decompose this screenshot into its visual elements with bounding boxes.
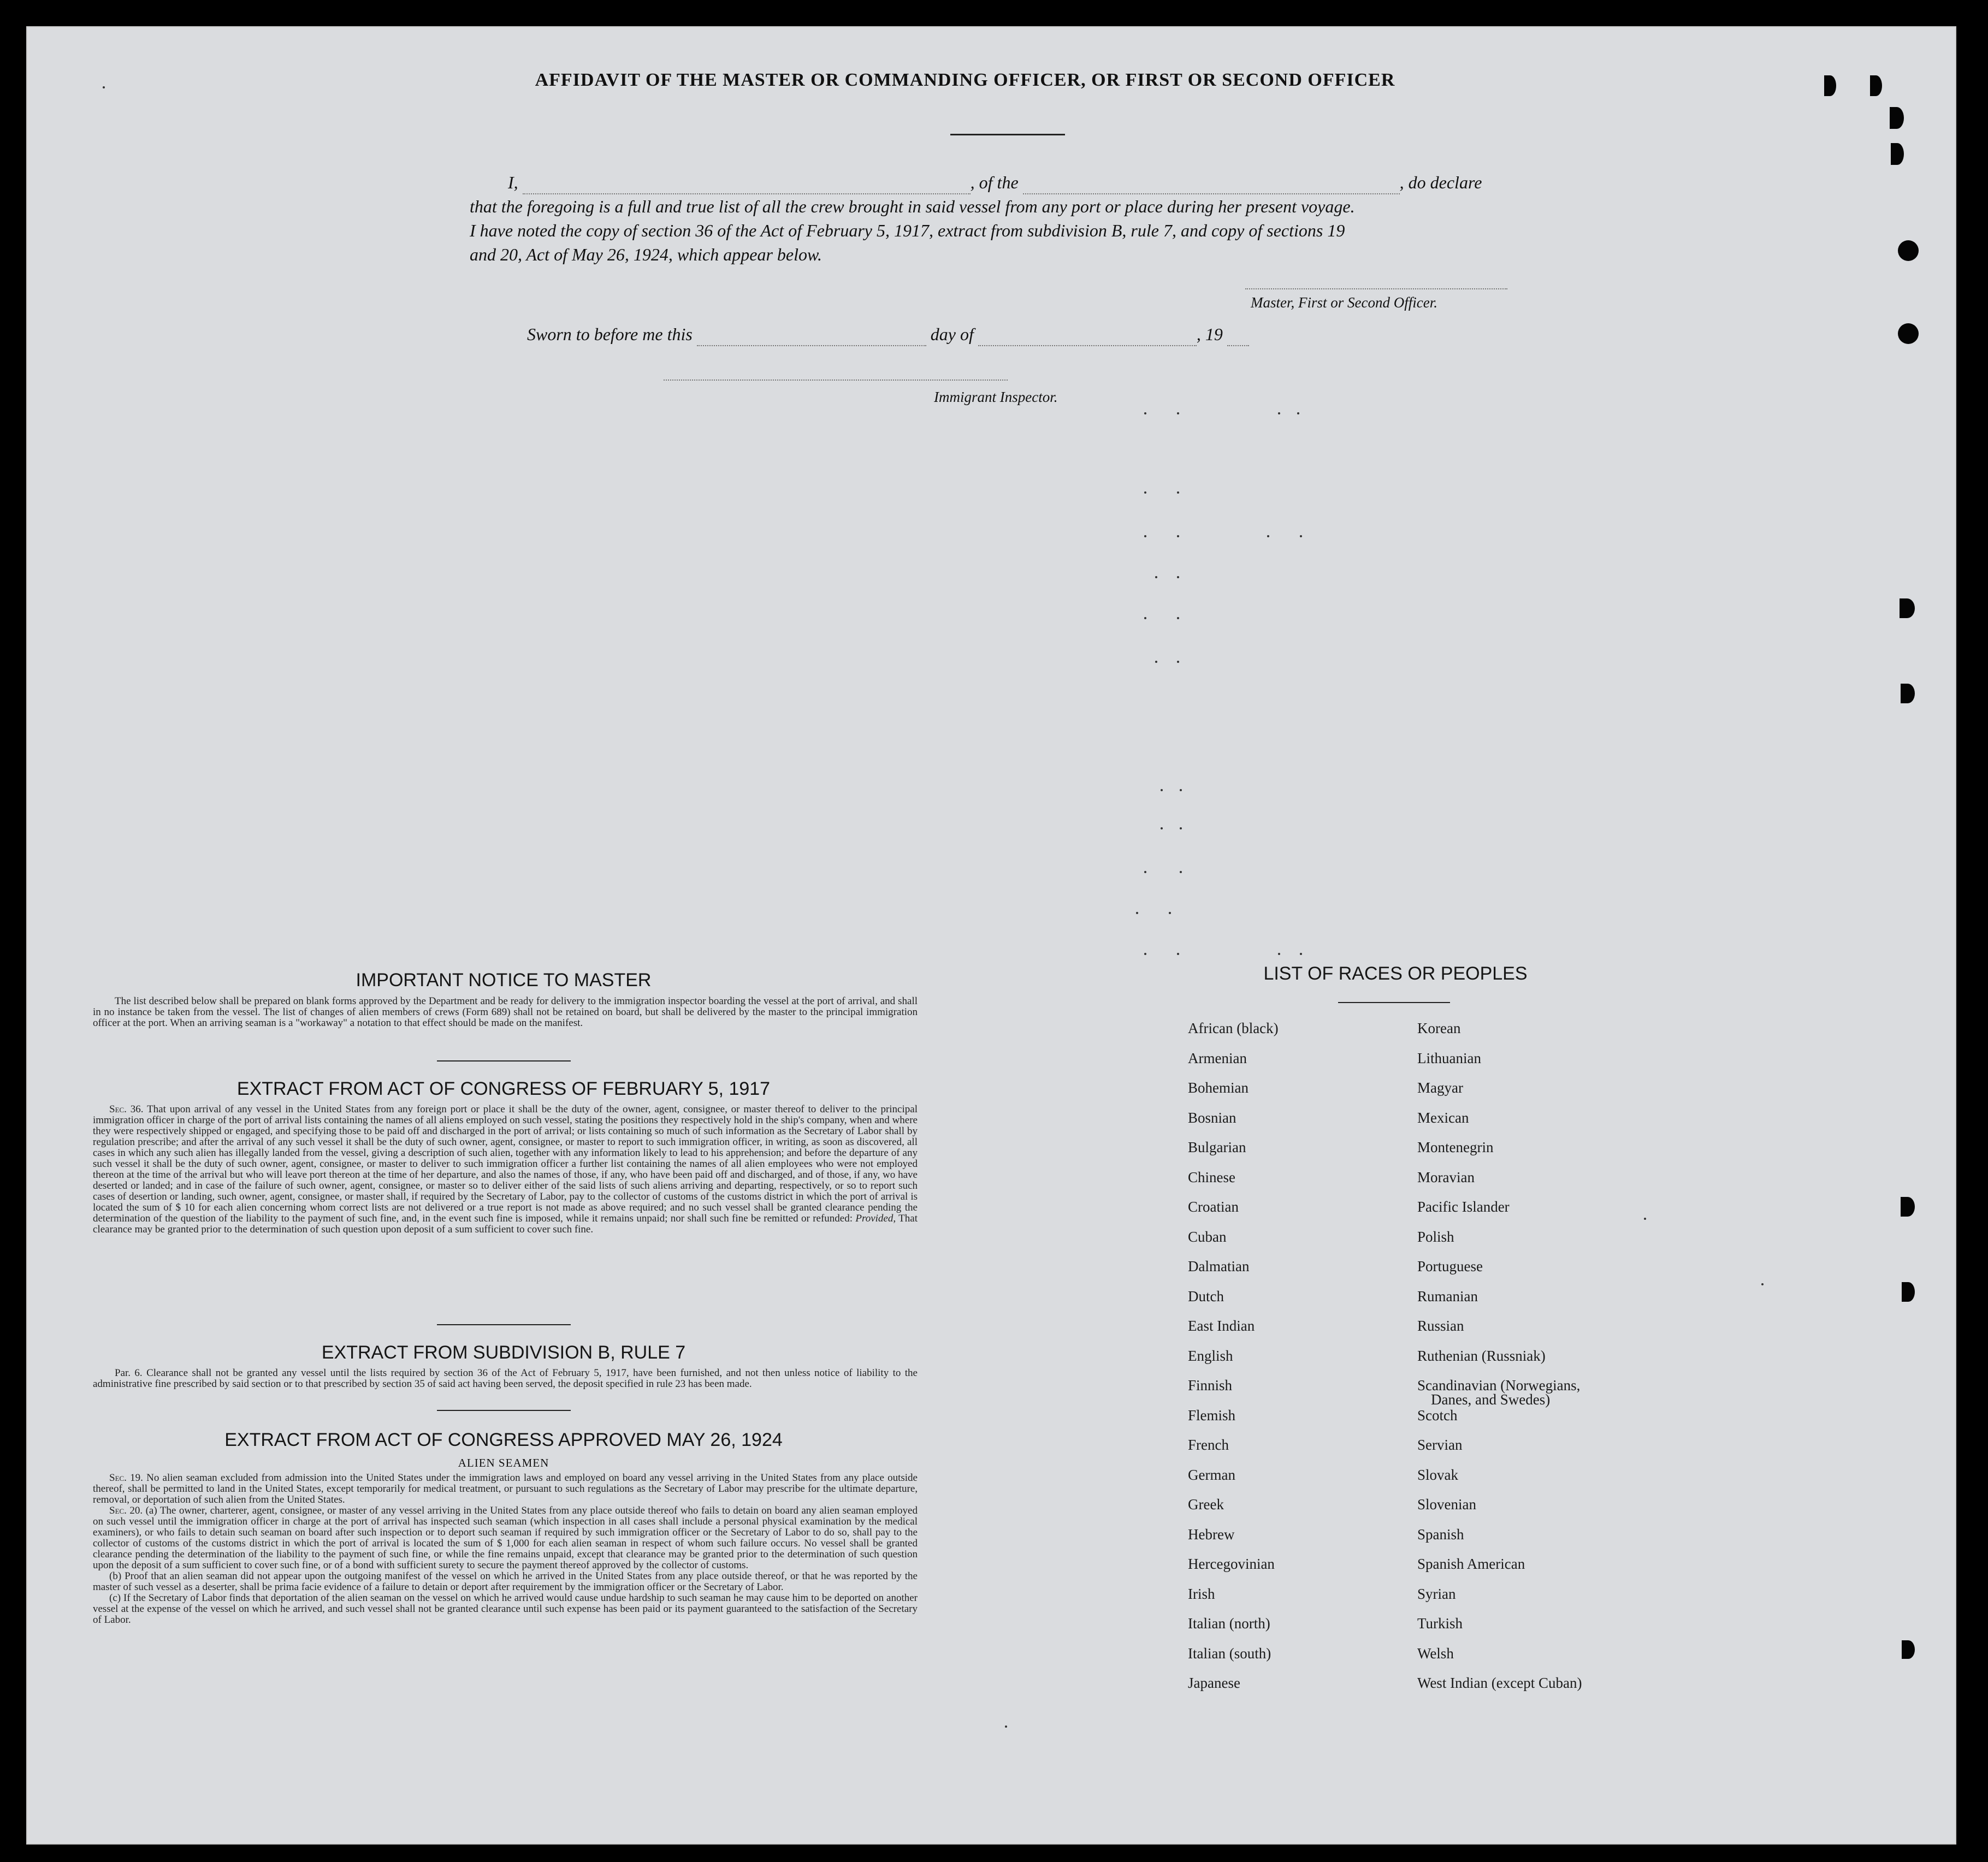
speck bbox=[1177, 953, 1179, 955]
race-item: German bbox=[1188, 1466, 1235, 1483]
race-item: Italian (north) bbox=[1188, 1615, 1270, 1632]
race-item: African (black) bbox=[1188, 1020, 1279, 1036]
race-item: Spanish bbox=[1417, 1526, 1464, 1543]
race-item: Turkish bbox=[1417, 1615, 1463, 1632]
extract-1924-body bbox=[93, 1473, 918, 1626]
race-item: Dutch bbox=[1188, 1288, 1224, 1304]
race-item: Rumanian bbox=[1417, 1288, 1478, 1304]
extract-rule7-body: Par. 6. Clearance shall not be granted any vessel until the lists required by section 36 of the Act of February 5, 1917, have been furnished, and not then unless notice of liability to the administrative fine prescribed by said section or to that prescribed by section 35 of said act having been served, the deposit specified in rule 23 has been made. bbox=[93, 1367, 918, 1390]
sworn-prefix: Sworn to before me this bbox=[527, 324, 693, 344]
speck bbox=[1144, 617, 1146, 619]
race-item: Dalmatian bbox=[1188, 1258, 1250, 1274]
race-item: East Indian bbox=[1188, 1318, 1255, 1334]
speck bbox=[1169, 912, 1171, 914]
race-item: West Indian (except Cuban) bbox=[1417, 1675, 1582, 1691]
declaration-line-3: I have noted the copy of section 36 of the Act of February 5, 1917, extract from subdivision B, rule 7, and copy of sections 19 bbox=[470, 221, 1345, 240]
punch-hole bbox=[1900, 598, 1915, 618]
signature-caption: Master, First or Second Officer. bbox=[1251, 294, 1437, 311]
sworn-day-of: day of bbox=[930, 324, 974, 344]
sec-20a-text: (a) The owner, charterer, agent, consignee, or master of any vessel arriving in the United States from any place outside thereof who fails to detain on board any alien seaman employed on such vessel until the immigration officer in charge at the port of arrival has inspected such seaman (which inspection in all cases shall include a personal physical examination by the medical examiners), or who fails to detain such seaman on board after such inspection or to deport such seaman if required by such immigration officer or the Secretary of Labor to do so, shall pay to the collector of customs of the customs district in which the port of arrival is located the sum of $ 1,000 for each alien seaman in respect of whom such failure occurs. No vessel shall be granted clearance pending the determination of the liability to the payment of such fine, or while the fine remains unpaid, except that clearance may be granted prior to the determination of such question upon the deposit of a sum sufficient to cover such fine, or of a bond with sufficient surety to secure the payment thereof approved by the collector of customs. bbox=[93, 1505, 918, 1571]
divider bbox=[437, 1410, 571, 1411]
speck bbox=[1005, 1725, 1007, 1728]
race-item: Scotch bbox=[1417, 1407, 1458, 1424]
sec-19-text: No alien seaman excluded from admission into the United States under the immigration laws and employed on board any vessel arriving in the United States from any place outside thereof, shall be permitted to land in the United States, except temporarily for medical treatment, or pursuant to such regulations as the Secretary of Labor may prescribe for the ultimate departure, removal, or deportation of such alien from the United States. bbox=[93, 1472, 918, 1505]
inspector-caption: Immigrant Inspector. bbox=[934, 389, 1058, 405]
race-item: Lithuanian bbox=[1417, 1049, 1481, 1066]
speck bbox=[1644, 1218, 1646, 1220]
speck bbox=[1180, 871, 1182, 873]
race-item: Pacific Islander bbox=[1417, 1199, 1510, 1215]
race-item: Hebrew bbox=[1188, 1526, 1235, 1543]
race-item: Slovak bbox=[1417, 1466, 1459, 1483]
speck bbox=[1144, 871, 1146, 873]
speck bbox=[1161, 789, 1163, 791]
speck bbox=[103, 86, 105, 88]
speck bbox=[1177, 491, 1179, 494]
race-item: Welsh bbox=[1417, 1645, 1454, 1662]
race-item: Servian bbox=[1417, 1437, 1463, 1453]
speck bbox=[1161, 827, 1163, 829]
race-item: Slovenian bbox=[1417, 1496, 1476, 1513]
punch-hole bbox=[1898, 323, 1919, 344]
alien-seamen-subtitle: ALIEN SEAMEN bbox=[458, 1456, 549, 1469]
speck bbox=[1144, 953, 1146, 955]
extract-1917-body bbox=[93, 1104, 918, 1235]
race-item: Bulgarian bbox=[1188, 1139, 1246, 1155]
race-item: Scandinavian (Norwegians, bbox=[1417, 1377, 1581, 1393]
punch-hole bbox=[1891, 143, 1904, 165]
race-item: Magyar bbox=[1417, 1080, 1463, 1096]
speck bbox=[1180, 789, 1182, 791]
declaration-declare: , do declare bbox=[1399, 173, 1482, 192]
sworn-line bbox=[527, 322, 1346, 346]
punch-hole bbox=[1898, 240, 1919, 261]
races-title: LIST OF RACES OR PEOPLES bbox=[1263, 963, 1528, 984]
punch-hole bbox=[1890, 107, 1904, 129]
race-item: Portuguese bbox=[1417, 1258, 1483, 1274]
notice-title: IMPORTANT NOTICE TO MASTER bbox=[356, 970, 652, 991]
sec-19-label: Sec. 19. bbox=[109, 1472, 143, 1484]
speck bbox=[1144, 491, 1146, 494]
race-item: Danes, and Swedes) bbox=[1431, 1391, 1551, 1408]
speck bbox=[1177, 576, 1179, 578]
race-item: Bohemian bbox=[1188, 1080, 1249, 1096]
speck bbox=[1278, 412, 1280, 414]
punch-hole bbox=[1902, 1282, 1915, 1302]
speck bbox=[1177, 617, 1179, 619]
divider bbox=[437, 1060, 571, 1062]
race-item: Greek bbox=[1188, 1496, 1224, 1513]
race-item: English bbox=[1188, 1347, 1233, 1364]
sec-20c-text: (c) If the Secretary of Labor finds that deportation of the alien seaman on the vessel on which he arrived would cause undue hardship to such seaman he may cause him to be deported on another vessel at the expense of the vessel on which he arrived, and such vessel shall not be granted clearance until such expense has been paid or its payment guaranteed to the satisfaction of the Secretary of Labor. bbox=[93, 1592, 918, 1626]
speck bbox=[1177, 412, 1179, 414]
sec-20-label: Sec. 20. bbox=[109, 1505, 143, 1516]
speck bbox=[1136, 912, 1138, 914]
race-item: Finnish bbox=[1188, 1377, 1233, 1393]
race-item: Hercegovinian bbox=[1188, 1556, 1275, 1572]
signature-line[interactable] bbox=[1245, 288, 1507, 289]
speck bbox=[1155, 576, 1157, 578]
sec-36-text-end: That clearance may be granted prior to the determination of such question upon deposit of a sum sufficient to cover such fine. bbox=[93, 1213, 918, 1235]
race-item: Moravian bbox=[1417, 1169, 1475, 1185]
declaration-line-4: and 20, Act of May 26, 1924, which appear below. bbox=[470, 245, 822, 264]
sworn-year: , 19 bbox=[1196, 324, 1223, 344]
sec-36-text: That upon arrival of any vessel in the United States from any foreign port or place it shall be the duty of the owner, agent, consignee, or master thereof to deliver to the principal immigration officer in charge of the port of arrival lists containing the names of all aliens employed on such vessel, stating the positions they respectively hold in the ship's company, when and where they were respectively shipped or engaged, and specifying those to be paid off and discharged in the port of arrival; or lists containing so much of such information as the Secretary of Labor shall by regulation prescribe; and after the arrival of any such vessel it shall be the duty of such owner, agent, consignee, or master to report to such immigration officer, in writing, as soon as discovered, all cases in which any such alien has illegally landed from the vessel, giving a description of such alien, together with any information likely to lead to his apprehension; and before the departure of any such vessel it shall be the duty of such owner, agent, consignee, or master to deliver to such immigration officer a further list containing the names of all alien employees who were not employed thereon at the time of the arrival but who will leave port thereon at the time of her departure, and also the names of those, if any, who have been paid off and discharged, and of those, if any, wo have deserted or landed; and in case of the failure of such owner, agent, consignee, or master so to deliver either of the said lists of such aliens arriving and departing, respectively, or so to report such cases of desertion or landing, such owner, agent, consignee, or master shall, if required by the Secretary of Labor, pay to the collector of customs of the customs district in which the port of arrival is located the sum of $ 10 for each alien concerning whom correct lists are not delivered or a true report is not made as above required; and no such vessel shall be granted clearance pending the determination of the question of the liability to the payment of such fine, and, in the event such fine is imposed, while it remains unpaid; nor shall such fine be remitted or refunded: bbox=[93, 1104, 918, 1224]
race-item: Chinese bbox=[1188, 1169, 1235, 1185]
speck bbox=[1144, 412, 1146, 414]
race-item: Spanish American bbox=[1417, 1556, 1525, 1572]
race-item: Irish bbox=[1188, 1585, 1215, 1602]
punch-hole bbox=[1902, 1640, 1915, 1659]
extract-1917-title: EXTRACT FROM ACT OF CONGRESS OF FEBRUARY 5, 1917 bbox=[236, 1078, 771, 1099]
race-item: Syrian bbox=[1417, 1585, 1456, 1602]
races-underline bbox=[1338, 1002, 1450, 1003]
notice-body: The list described below shall be prepared on blank forms approved by the Department and be ready for delivery to the immigration inspector boarding the vessel at the port of arrival, and shall in no instance be taken from the vessel. The list of changes of alien members of crews (Form 689) shall not be retained on board, but shall be delivered by the master to the principal immigration officer at the port. When an arriving seaman is a "workaway" a notation to that effect should be made on the manifest. bbox=[93, 995, 918, 1029]
divider bbox=[437, 1324, 571, 1325]
speck bbox=[1278, 953, 1280, 955]
punch-hole bbox=[1901, 684, 1915, 703]
provided-text: Provided, bbox=[855, 1213, 896, 1224]
race-item: Croatian bbox=[1188, 1199, 1239, 1215]
sec-36-label: Sec. 36. bbox=[109, 1104, 144, 1115]
speck bbox=[1144, 535, 1146, 537]
race-item: French bbox=[1188, 1437, 1229, 1453]
race-item: Korean bbox=[1417, 1020, 1461, 1036]
title-underline bbox=[950, 134, 1065, 135]
extract-1924-title: EXTRACT FROM ACT OF CONGRESS APPROVED MAY 26, 1924 bbox=[224, 1430, 783, 1450]
declaration-of-the: , of the bbox=[970, 173, 1019, 192]
speck bbox=[1300, 953, 1302, 955]
race-item: Montenegrin bbox=[1417, 1139, 1494, 1155]
race-item: Russian bbox=[1417, 1318, 1464, 1334]
sworn-month-field[interactable] bbox=[978, 345, 1197, 346]
sworn-year-field[interactable] bbox=[1227, 345, 1249, 346]
declaration-i: I, bbox=[508, 173, 518, 192]
speck bbox=[1297, 412, 1299, 414]
race-item: Bosnian bbox=[1188, 1109, 1236, 1126]
speck bbox=[1177, 535, 1179, 537]
race-item: Flemish bbox=[1188, 1407, 1236, 1424]
race-item: Armenian bbox=[1188, 1049, 1247, 1066]
race-item: Polish bbox=[1417, 1228, 1454, 1245]
race-item: Cuban bbox=[1188, 1228, 1227, 1245]
speck bbox=[1180, 827, 1182, 829]
race-item: Ruthenian (Russniak) bbox=[1417, 1347, 1546, 1364]
declaration-line-2: that the foregoing is a full and true list of all the crew brought in said vessel from any port or place during her present voyage. bbox=[470, 197, 1355, 216]
race-item: Italian (south) bbox=[1188, 1645, 1271, 1662]
speck bbox=[1267, 535, 1269, 537]
punch-hole bbox=[1901, 1197, 1915, 1217]
extract-rule7-title: EXTRACT FROM SUBDIVISION B, RULE 7 bbox=[321, 1342, 686, 1363]
speck bbox=[1155, 661, 1157, 663]
race-item: Japanese bbox=[1188, 1675, 1240, 1691]
speck bbox=[1761, 1283, 1764, 1285]
inspector-signature-line[interactable] bbox=[664, 379, 1008, 381]
speck bbox=[1300, 535, 1302, 537]
affidavit-title: AFFIDAVIT OF THE MASTER OR COMMANDING OFFICER, OR FIRST OR SECOND OFFICER bbox=[535, 70, 1395, 90]
race-item: Mexican bbox=[1417, 1109, 1469, 1126]
sworn-day-field[interactable] bbox=[697, 345, 926, 346]
declaration-line-1 bbox=[508, 170, 1546, 194]
speck bbox=[1177, 661, 1179, 663]
sec-20b-text: (b) Proof that an alien seaman did not appear upon the outgoing manifest of the vessel on which he arrived in the United States from any place outside thereof, or that he was reported by the master of such vessel as a deserter, shall be prima facie evidence of a failure to detain or deport after requirement by the immigration officer or the Secretary of Labor. bbox=[93, 1570, 918, 1593]
